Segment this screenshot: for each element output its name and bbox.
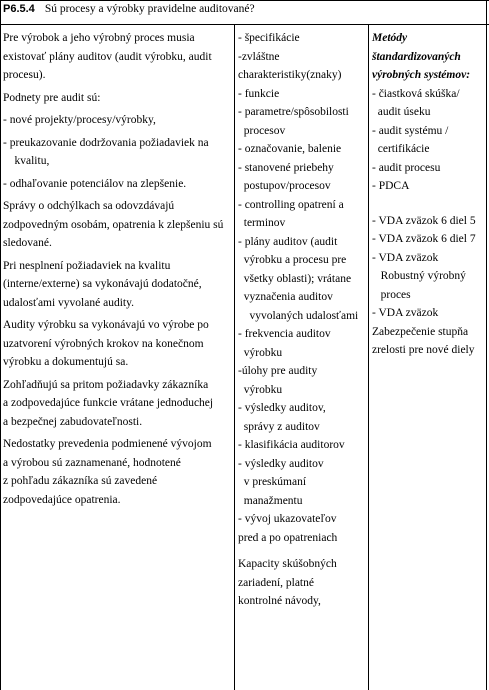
text-line: a bezpečnej zabudovateľnosti. (3, 415, 143, 428)
text-line: existovať plány auditov (audit výrobku, audit (3, 50, 212, 63)
text-line: - výsledky auditov (238, 457, 324, 470)
text-line: - čiastková skúška/ (372, 87, 460, 100)
text-line: - audit systému / (372, 124, 449, 137)
section-header (3, 3, 255, 15)
text-line: a zodpovedajúce funkcie vrátane jednoduchej (3, 397, 214, 409)
header-separator (0, 24, 489, 25)
text-line: vyznačenia auditov (238, 291, 333, 303)
methods-column (372, 29, 486, 360)
text-line: procesov (238, 124, 286, 137)
evidence-column (238, 29, 364, 611)
text-line: - vývoj ukazovateľov (238, 513, 337, 525)
text-line: - VDA zväzok (372, 251, 439, 264)
text-line: vyvolaných udalosťami (238, 309, 359, 322)
text-line: - stanovené priebehy (238, 161, 334, 174)
text-line: - preukazovanie dodržovania požiadaviek na (3, 136, 209, 149)
text-line: - funkcie (238, 87, 280, 100)
text-line: - VDA zväzok 6 diel 5 (372, 214, 476, 227)
text-line: charakteristiky(znaky) (238, 69, 342, 81)
text-line: Podnety pre audit sú: (3, 91, 101, 104)
table-border-top (0, 0, 489, 1)
text-line: Zohľadňujú sa pritom požiadavky zákazníka (3, 378, 209, 391)
text-line: Metódy (372, 32, 408, 44)
text-line: sledované. (3, 237, 52, 249)
text-line: postupov/procesov (238, 180, 331, 192)
text-line: -úlohy pre audity (238, 365, 318, 377)
section-question: Sú procesy a výrobky pravidelne auditované? (44, 3, 255, 15)
text-line: Zabezpečenie stupňa (372, 325, 469, 338)
text-line: procesu). (3, 69, 46, 81)
text-line: - výsledky auditov, (238, 402, 326, 414)
text-line: - plány auditov (audit (238, 235, 338, 248)
text-line: Robustný výrobný (372, 270, 466, 282)
text-line: pred a po opatreniach (238, 531, 338, 544)
column-divider-2 (368, 24, 369, 690)
text-line: správy z auditov (238, 420, 320, 433)
text-line: -zvláštne (238, 50, 280, 63)
text-line: - špecifikácie (238, 32, 300, 44)
text-line: výrobku a procesu pre (238, 254, 347, 266)
text-line: - nové projekty/procesy/výrobky, (3, 114, 156, 126)
text-line: proces (372, 288, 411, 301)
text-line: audit úseku (372, 106, 431, 118)
requirements-column (3, 29, 231, 509)
text-line: certifikácie (372, 143, 430, 155)
text-line: kontrolné návody, (238, 595, 321, 607)
text-line: - audit procesu (372, 161, 441, 174)
text-line: výrobku a dokumentujú sa. (3, 356, 129, 368)
text-line: Audity výrobku sa vykonávajú vo výrobe po (3, 319, 209, 331)
text-line: - VDA zväzok 6 diel 7 (372, 233, 476, 245)
text-line: - klasifikácia auditorov (238, 439, 345, 451)
text-line: - frekvencia auditov (238, 328, 331, 340)
text-line: - odhaľovanie potenciálov na zlepšenie. (3, 177, 187, 190)
text-line: a výrobou sú zaznamenané, hodnotené (3, 456, 181, 469)
text-line: zrelosti pre nové diely (372, 344, 475, 356)
section-number: P6.5.4 (3, 3, 35, 15)
text-line: udalosťami vyvolané audity. (3, 296, 134, 309)
text-line: štandardizovaných (372, 50, 461, 63)
text-line: - parametre/spôsobilosti (238, 106, 349, 118)
text-line: - VDA zväzok (372, 307, 439, 319)
text-line: výrobku (238, 383, 283, 396)
text-line: zariadení, platné (238, 576, 314, 589)
text-line: všetky oblasti); vrátane (238, 272, 352, 285)
text-line: Pri nesplnení požiadaviek na kvalitu (3, 259, 171, 272)
table-border-right (486, 0, 487, 690)
text-line: zodpovedným osobám, opatrenia k zlepšeniu sú (3, 218, 224, 231)
text-line: - controlling opatrení a (238, 198, 344, 211)
text-line: Správy o odchýlkach sa odovzdávajú (3, 200, 175, 212)
text-line: (interne/externe) sa vykonávajú dodatočné, (3, 278, 202, 290)
text-line: Nedostatky prevedenia podmienené vývojom (3, 438, 212, 450)
text-line: zodpovedajúce opatrenia. (3, 493, 121, 506)
text-line: Kapacity skúšobných (238, 558, 337, 570)
text-line: terminov (238, 217, 286, 229)
text-line: Pre výrobok a jeho výrobný proces musia (3, 32, 195, 44)
text-line: v preskúmaní (238, 476, 307, 488)
text-line: z pohľadu zákazníka sú zavedené (3, 475, 158, 487)
text-line: - PDCA (372, 180, 410, 192)
text-line: kvalitu, (3, 155, 50, 167)
text-line: uzatvorení výrobných krokov na konečnom (3, 337, 204, 350)
table-border-left (0, 0, 1, 690)
text-line: manažmentu (238, 494, 303, 507)
text-line: výrobných systémov: (372, 69, 471, 81)
text-line: výrobku (238, 346, 283, 359)
column-divider-1 (234, 24, 235, 690)
text-line: - označovanie, balenie (238, 143, 342, 155)
